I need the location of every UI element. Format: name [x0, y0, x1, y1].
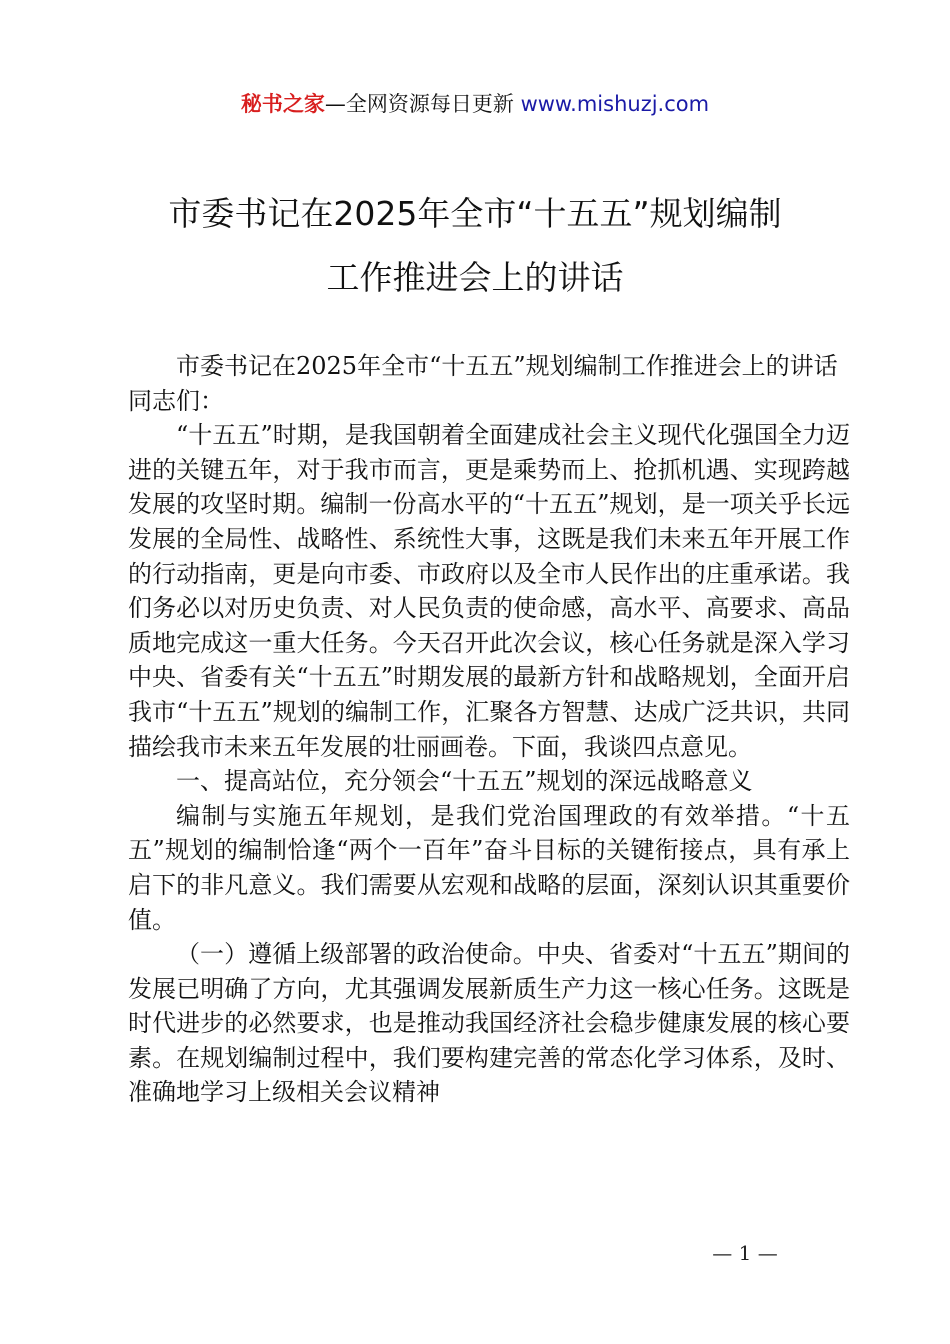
- intro-paragraph: “十五五”时期，是我国朝着全面建成社会主义现代化强国全力迈进的关键五年，对于我市而言，更是乘势而上、抢抓机遇、实现跨越发展的攻坚时期。编制一份高水平的“十五五”规划，是一项关乎长远发展的全局性、战略性、系统性大事，这既是我们未来五年开展工作的行动指南，更是向市委、市政府以及全市人民作出的庄重承诺。我们务必以对历史负责、对人民负责的使命感，高水平、高要求、高品质地完成这一重大任务。今天召开此次会议，核心任务就是深入学习中央、省委有关“十五五”时期发展的最新方针和战略规划，全面开启我市“十五五”规划的编制工作，汇聚各方智慧、达成广泛共识，共同描绘我市未来五年发展的壮丽画卷。下面，我谈四点意见。: [128, 421, 850, 761]
- document-title: [60, 182, 890, 310]
- section-heading-1: 一、提高站位，充分领会“十五五”规划的深远战略意义: [176, 767, 753, 796]
- document-title-line-1: 市委书记在2025年全市“十五五”规划编制: [168, 194, 782, 233]
- document-body: [128, 349, 850, 1110]
- subtitle-paragraph: 市委书记在2025年全市“十五五”规划编制工作推进会上的讲话: [176, 352, 838, 380]
- section-1-paragraph: 编制与实施五年规划，是我们党治国理政的有效举措。“十五五”规划的编制恰逢“两个一百年”奋斗目标的关键衔接点，具有承上启下的非凡意义。我们需要从宏观和战略的层面，深刻认识其重要价值。: [128, 801, 850, 934]
- document-title-line-2: 工作推进会上的讲话: [326, 258, 624, 297]
- site-url-link[interactable]: www.mishuzj.com: [520, 92, 710, 116]
- site-brand: 秘书之家: [240, 92, 325, 116]
- site-tagline: —全网资源每日更新: [324, 92, 514, 116]
- page-number: — 1 —: [712, 1241, 778, 1265]
- salutation: 同志们：: [128, 386, 224, 415]
- site-header-banner: [0, 88, 950, 120]
- section-1-subpoint-1: （一）遵循上级部署的政治使命。中央、省委对“十五五”期间的发展已明确了方向，尤其强调发展新质生产力这一核心任务。这既是时代进步的必然要求，也是推动我国经济社会稳步健康发展的核心要素。在规划编制过程中，我们要构建完善的常态化学习体系，及时、准确地学习上级相关会议精神: [128, 940, 850, 1107]
